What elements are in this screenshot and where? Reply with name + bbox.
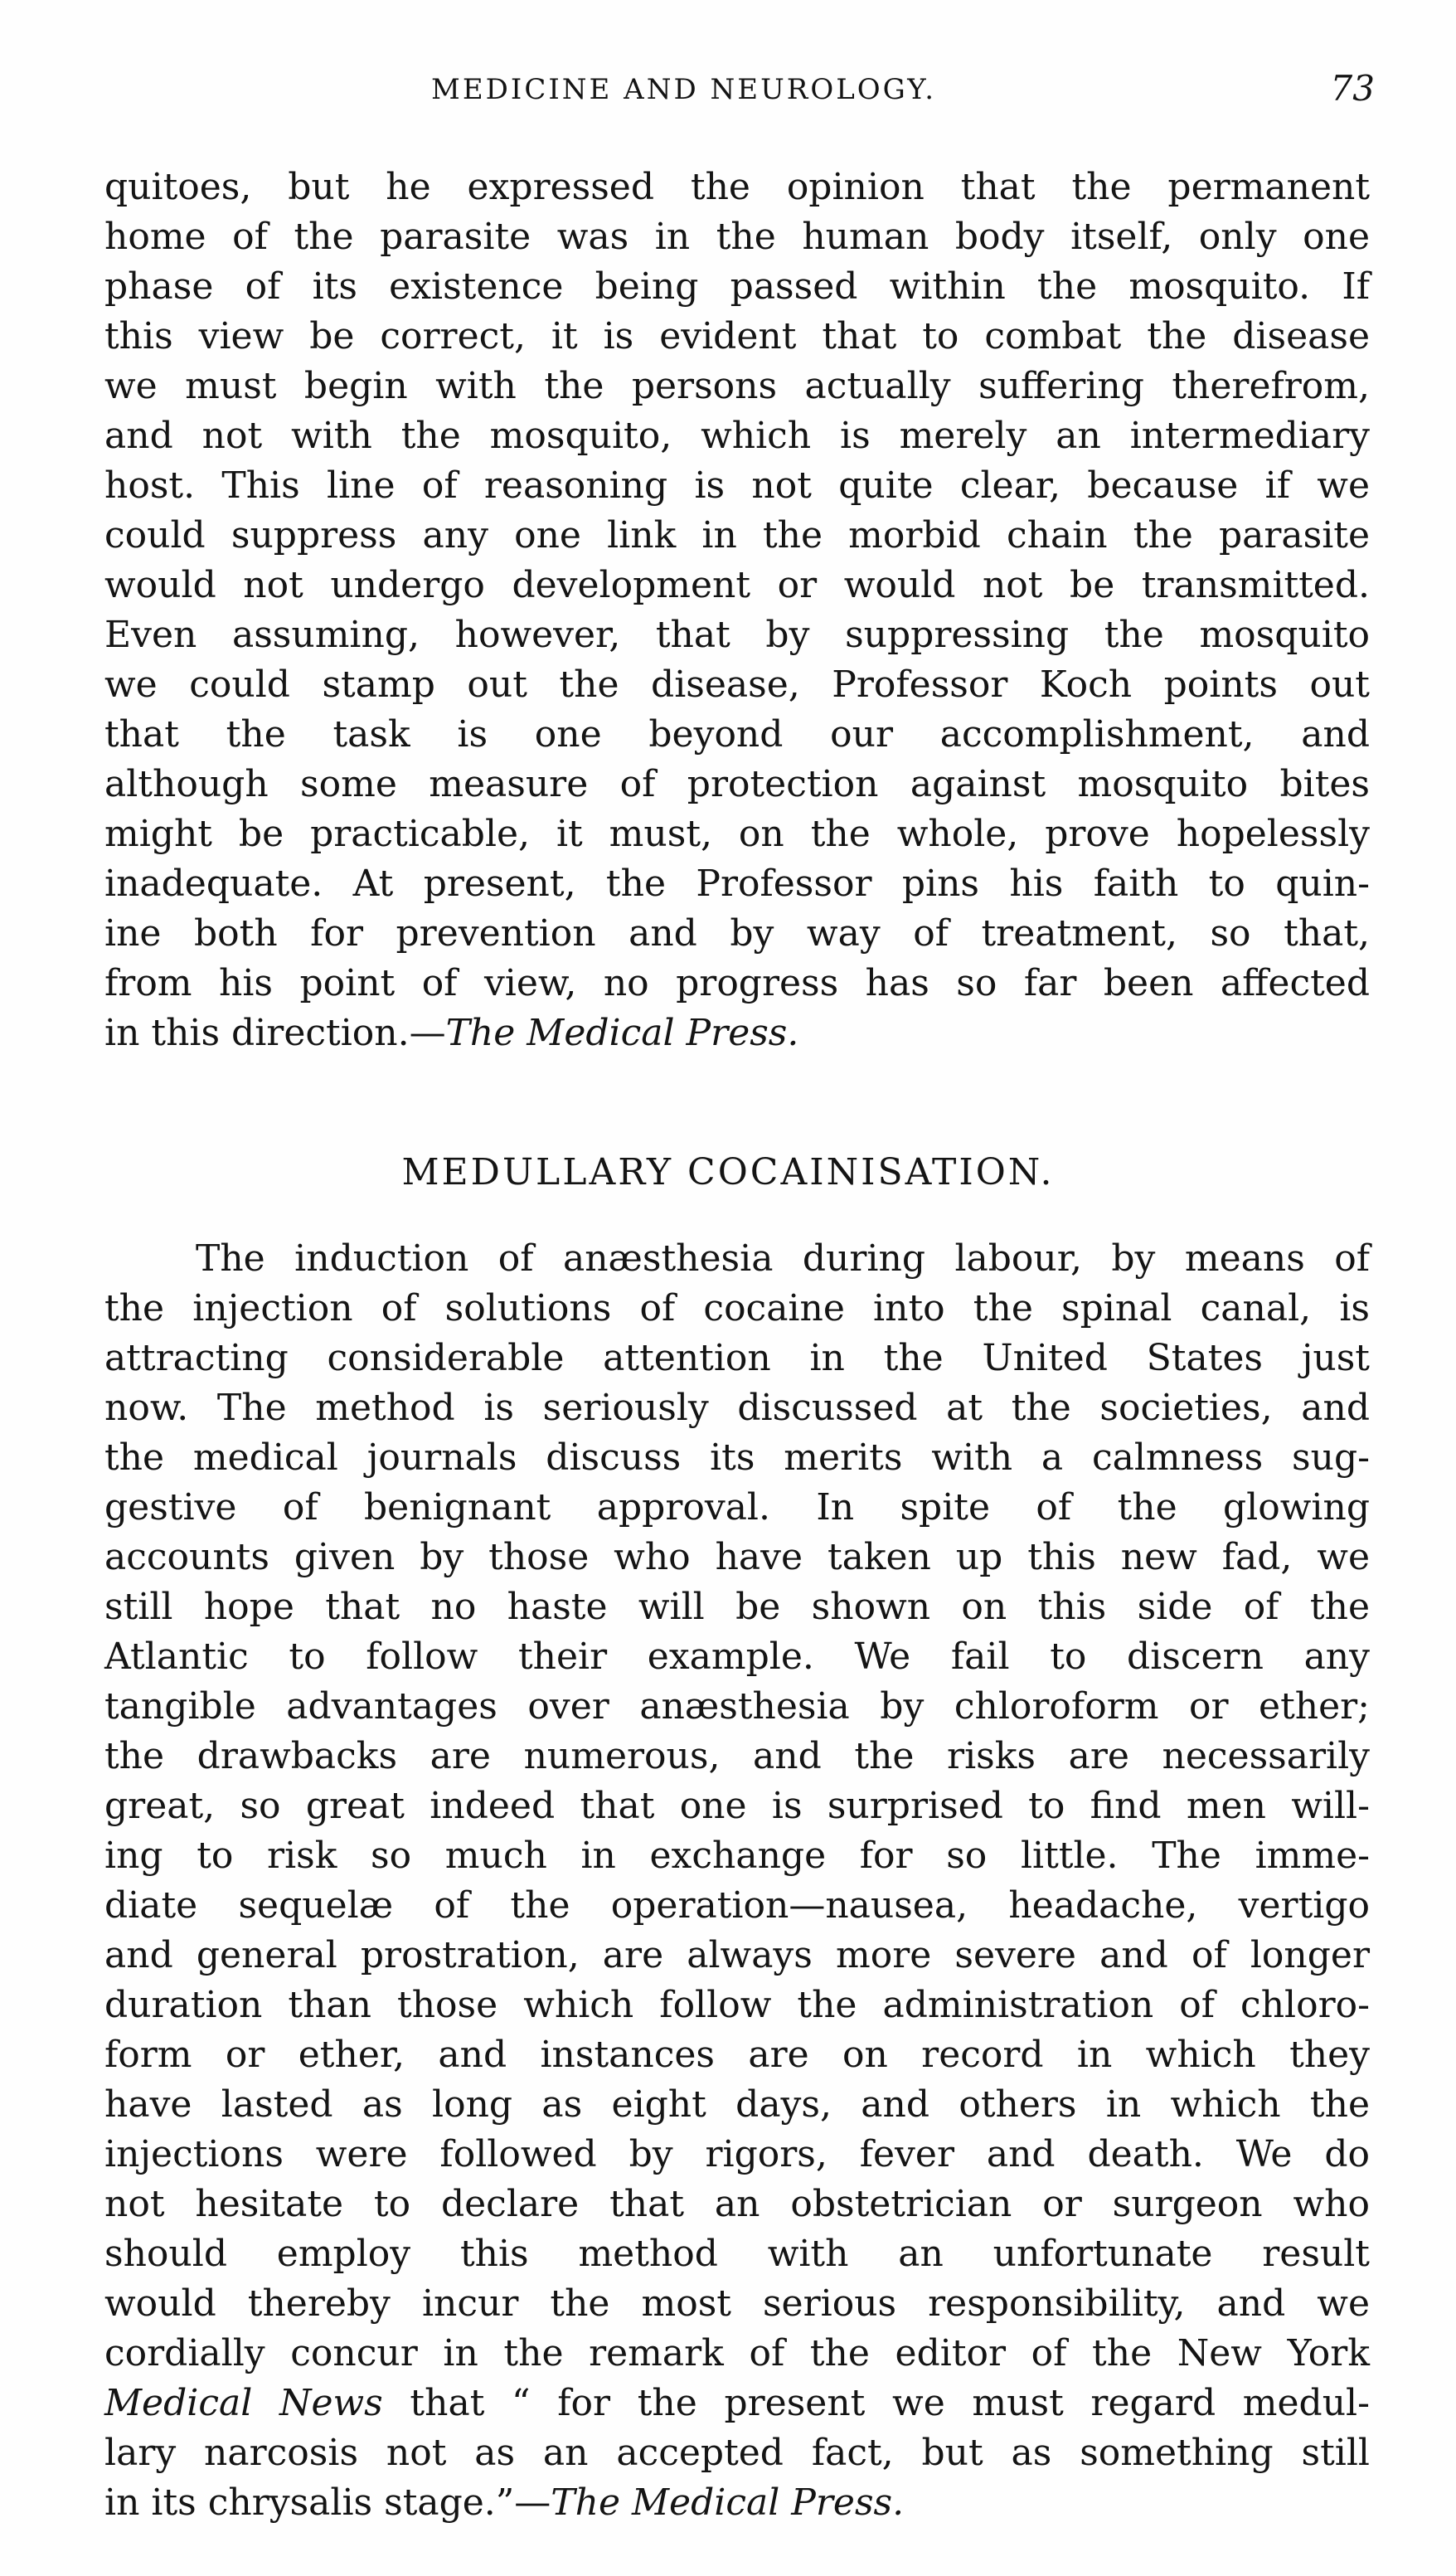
text-line: home of the parasite was in the human body itself, only one (104, 216, 1370, 258)
source-citation: The Medical Press. (445, 1012, 799, 1054)
article-body (104, 1234, 1370, 2528)
text-line: the medical journals discuss its merits with a calmness sug- (104, 1436, 1370, 1479)
running-head (0, 68, 1456, 126)
closing-text: in this direction.— (104, 1012, 446, 1054)
closing-text: in its chrysalis stage.”— (104, 2481, 551, 2524)
closing-line (104, 1009, 1370, 1058)
text-line: ine both for prevention and by way of treatment, so that, (104, 912, 1370, 955)
text-line: the drawbacks are numerous, and the risks are necessarily (104, 1735, 1370, 1777)
text-line: great, so great indeed that one is surprised to find men will- (104, 1785, 1370, 1827)
text-line: not hesitate to declare that an obstetrician or surgeon who (104, 2183, 1370, 2225)
text-line: would not undergo development or would not be transmitted. (104, 564, 1370, 606)
text-line: inadequate. At present, the Professor pins his faith to quin- (104, 863, 1370, 905)
closing-line (104, 2478, 1370, 2528)
text-line: that the task is one beyond our accomplishment, and (104, 713, 1370, 756)
source-citation: The Medical Press. (551, 2481, 905, 2524)
text-line: have lasted as long as eight days, and others in which the (104, 2083, 1370, 2126)
text-line: accounts given by those who have taken up this new fad, we (104, 1536, 1370, 1578)
article-continuation (104, 163, 1370, 1058)
text-line: we could stamp out the disease, Professor Koch points out (104, 663, 1370, 706)
text-line: duration than those which follow the administration of chloro- (104, 1984, 1370, 2026)
text-line: from his point of view, no progress has so far been affected (104, 962, 1370, 1004)
text-line: could suppress any one link in the morbid chain the parasite (104, 514, 1370, 557)
journal-name: Medical News (104, 2382, 383, 2424)
text-line: Even assuming, however, that by suppressing the mosquito (104, 614, 1370, 656)
journal-line-text: that “ for the present we must regard medul- (382, 2382, 1370, 2424)
page-number: 73 (1330, 68, 1375, 109)
text-line: should employ this method with an unfortunate result (104, 2233, 1370, 2275)
text-line: still hope that no haste will be shown on this side of the (104, 1586, 1370, 1628)
text-line: The induction of anæsthesia during labour, by means of (196, 1237, 1370, 1280)
text-line: although some measure of protection against mosquito bites (104, 763, 1370, 805)
journal-line (104, 2379, 1370, 2428)
text-line: phase of its existence being passed within the mosquito. If (104, 265, 1370, 308)
text-line: tangible advantages over anæsthesia by chloroform or ether; (104, 1685, 1370, 1728)
text-line: and general prostration, are always more severe and of longer (104, 1934, 1370, 1976)
text-line: injections were followed by rigors, fever and death. We do (104, 2133, 1370, 2175)
text-line: attracting considerable attention in the United States just (104, 1337, 1370, 1379)
text-line: gestive of benignant approval. In spite of the glowing (104, 1486, 1370, 1529)
text-line: ing to risk so much in exchange for so little. The imme- (104, 1835, 1370, 1877)
text-line: would thereby incur the most serious responsibility, and we (104, 2282, 1370, 2325)
text-line: and not with the mosquito, which is merely an intermediary (104, 415, 1370, 457)
text-line: host. This line of reasoning is not quite clear, because if we (104, 464, 1370, 507)
text-line: diate sequelæ of the operation—nausea, headache, vertigo (104, 1884, 1370, 1927)
text-line: cordially concur in the remark of the editor of the New York (104, 2332, 1370, 2374)
text-line: lary narcosis not as an accepted fact, but as something still (104, 2432, 1370, 2474)
running-title: MEDICINE AND NEUROLOGY. (431, 73, 937, 106)
section-heading: MEDULLARY COCAINISATION. (401, 1151, 1055, 1193)
text-line: might be practicable, it must, on the whole, prove hopelessly (104, 813, 1370, 855)
text-line: quitoes, but he expressed the opinion that the permanent (104, 166, 1370, 208)
text-line: this view be correct, it is evident that to combat the disease (104, 315, 1370, 357)
text-line: now. The method is seriously discussed at the societies, and (104, 1387, 1370, 1429)
text-line: form or ether, and instances are on record in which they (104, 2034, 1370, 2076)
text-line: we must begin with the persons actually suffering therefrom, (104, 365, 1370, 407)
text-line: the injection of solutions of cocaine into the spinal canal, is (104, 1287, 1370, 1329)
text-line: Atlantic to follow their example. We fail to discern any (104, 1636, 1370, 1678)
